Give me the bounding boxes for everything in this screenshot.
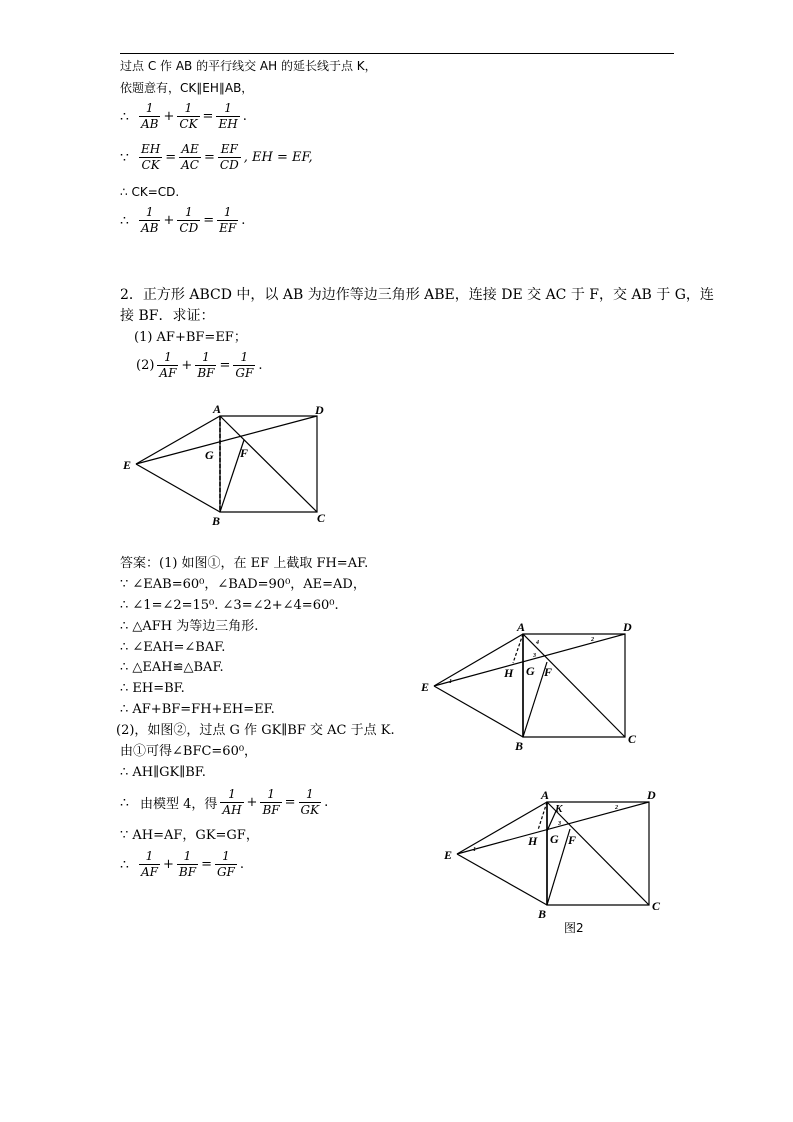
svg-text:F: F — [568, 833, 577, 847]
segment-eb — [136, 464, 220, 512]
answer-line: ∴ AF+BF=FH+EH=EF. — [120, 702, 275, 717]
svg-text:H: H — [504, 666, 514, 680]
figure-caption: 图2 — [564, 921, 584, 935]
svg-text:G: G — [526, 664, 535, 678]
problem-statement: 2．正方形 ABCD 中，以 AB 为边作等边三角形 ABE，连接 DE 交 AC 于 F，交 AB 于 G，连 — [120, 287, 714, 303]
label-e: E — [123, 458, 132, 472]
answer-line: ∴ ∠EAH=∠BAF. — [120, 640, 226, 655]
segment-ac — [220, 416, 317, 512]
label-d: D — [315, 403, 324, 417]
svg-text:E: E — [421, 680, 430, 694]
equation-1: ∴ $\frac{1}{AB}$ + $\frac{1}{CK}$ = $\frac{1}{EH}$ . — [120, 101, 247, 131]
svg-text:D: D — [647, 788, 656, 802]
svg-text:1: 1 — [449, 679, 452, 685]
svg-text:E: E — [444, 848, 453, 862]
svg-text:K: K — [555, 803, 563, 815]
svg-text:3: 3 — [558, 821, 561, 827]
label-f: F — [240, 446, 249, 460]
answer-line: ∴ AH∥GK∥BF. — [120, 765, 206, 780]
text-line: ∴ CK=CD. — [120, 185, 180, 199]
svg-text:2: 2 — [591, 637, 594, 643]
answer-line: ∴ ∠1=∠2=15⁰. ∠3=∠2+∠4=60⁰. — [120, 598, 339, 613]
svg-text:1: 1 — [473, 847, 476, 853]
answer-line: ∵ ∠EAB=60⁰，∠BAD=90⁰，AE=AD， — [120, 577, 366, 592]
answer-line: (2)，如图②，过点 G 作 GK∥BF 交 AC 于点 K. — [116, 723, 395, 738]
answer-line: ∴ △EAH≌△BAF. — [120, 660, 224, 675]
text-line: 过点 C 作 AB 的平行线交 AH 的延长线于点 K， — [120, 59, 377, 73]
text-line: 依题意有，CK∥EH∥AB， — [120, 81, 254, 95]
answer-line: ∴ △AFH 为等边三角形. — [120, 619, 259, 634]
svg-text:B: B — [538, 907, 547, 921]
equation-3: ∴ $\frac{1}{AB}$ + $\frac{1}{CD}$ = $\frac{1}{EF}$ . — [120, 205, 246, 235]
svg-text:2: 2 — [615, 805, 618, 811]
svg-text:A: A — [517, 620, 526, 634]
answer-equation-4: ∴ 由模型 4，得 $\frac{1}{AH}$ + $\frac{1}{BF}$ = $\frac{1}{GK}$ . — [120, 787, 329, 817]
svg-text:G: G — [550, 832, 559, 846]
problem-statement: 接 BF．求证： — [120, 308, 215, 324]
label-c: C — [317, 511, 326, 525]
answer-line: 由①可得∠BFC=60⁰， — [120, 744, 258, 759]
svg-text:3: 3 — [533, 653, 536, 659]
answer-line: 答案：(1) 如图①，在 EF 上截取 FH=AF. — [120, 556, 369, 571]
label-b: B — [212, 514, 221, 528]
problem-item-1: (1) AF+BF=EF； — [134, 330, 247, 345]
svg-text:4: 4 — [536, 640, 539, 646]
answer-line: ∴ EH=BF. — [120, 681, 185, 696]
svg-text:C: C — [652, 899, 661, 913]
svg-text:B: B — [515, 739, 524, 753]
answer-line: ∵ AH=AF，GK=GF， — [120, 828, 259, 843]
problem-item-2: (2) $\frac{1}{AF}$ + $\frac{1}{BF}$ = $\frac{1}{GF}$ . — [136, 350, 263, 380]
label-a: A — [213, 402, 222, 416]
svg-text:C: C — [628, 732, 637, 746]
answer-equation-5: ∴ $\frac{1}{AF}$ + $\frac{1}{BF}$ = $\frac{1}{GF}$ . — [120, 849, 245, 879]
svg-text:A: A — [541, 788, 550, 802]
svg-text:F: F — [544, 665, 553, 679]
svg-text:D: D — [623, 620, 632, 634]
svg-text:H: H — [528, 834, 538, 848]
equation-2: ∵ $\frac{EH}{CK}$ = $\frac{AE}{AC}$ = $\frac{EF}{CD}$ , EH = EF, — [120, 142, 313, 172]
label-g: G — [205, 448, 214, 462]
